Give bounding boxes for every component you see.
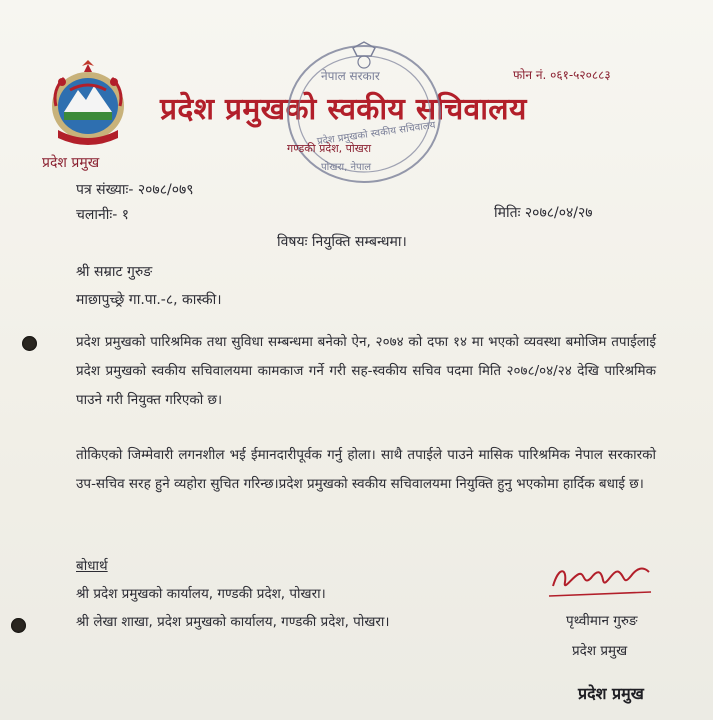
letter-subject: विषयः नियुक्ति सम्बन्धमा।	[277, 234, 407, 250]
nepal-emblem-icon	[48, 60, 128, 148]
footer-office-stamp: प्रदेश प्रमुख	[578, 684, 644, 703]
letterhead-office-label: प्रदेश प्रमुख	[42, 155, 100, 171]
letter-date: मितिः २०७८/०४/२७	[494, 205, 593, 221]
punch-hole	[11, 618, 26, 633]
cc-heading: बोधार्थ	[76, 558, 108, 574]
official-stamp-icon	[283, 40, 445, 188]
recipient-address: माछापुच्छ्रे गा.पा.-८, कास्की।	[76, 292, 222, 308]
phone-number: फोन नं. ०६१-५२०८८३	[513, 68, 611, 82]
dispatch-number: चलानीः- १	[76, 207, 130, 223]
signatory-name: पृथ्वीमान गुरुङ	[566, 613, 638, 629]
stamp-line-2: प्रदेश प्रमुखको स्वकीय सचिवालय	[316, 120, 437, 148]
stamp-line-4: पोखरा, नेपाल	[321, 162, 372, 173]
recipient-name: श्री सम्राट गुरुङ	[76, 264, 153, 280]
cc-item: श्री लेखा शाखा, प्रदेश प्रमुखको कार्यालय, गण्डकी प्रदेश, पोखरा।	[76, 614, 390, 630]
punch-hole	[22, 336, 37, 351]
letterhead-title: प्रदेश प्रमुखको स्वकीय सचिवालय	[160, 92, 527, 127]
cc-item: श्री प्रदेश प्रमुखको कार्यालय, गण्डकी प्रदेश, पोखरा।	[76, 586, 326, 602]
stamp-line-3: गण्डकी प्रदेश, पोखरा	[287, 142, 372, 155]
handwritten-signature-icon	[545, 556, 655, 604]
body-paragraph-1: प्रदेश प्रमुखको पारिश्रमिक तथा सुविधा सम्बन्धमा बनेको ऐन, २०७४ को दफा १४ मा भएको व्यवस्था बमोजिम तपाईलाई प्रदेश प्रमुखको स्वकीय सचिवालयमा कामकाज गर्ने गरी सह-स्वकीय सचिव पदमा मिति २०७८/०४/२४ देखि पारिश्रमिक पाउने गरी नियुक्त गरिएको छ।	[76, 334, 656, 408]
body-paragraph-2: तोकिएको जिम्मेवारी लगनशील भई ईमानदारीपूर्वक गर्नु होला। साथै तपाईले पाउने मासिक पारिश्रमिक नेपाल सरकारको उप-सचिव सरह हुने व्यहोरा सुचित गरिन्छ।प्रदेश प्रमुखको स्वकीय सचिवालयमा नियुक्ति हुनु भएकोमा हार्दिक बधाई छ।	[76, 447, 656, 492]
letter-number: पत्र संख्याः- २०७८/०७९	[76, 182, 194, 198]
stamp-line-1: नेपाल सरकार	[321, 69, 380, 83]
signatory-title: प्रदेश प्रमुख	[572, 643, 628, 659]
